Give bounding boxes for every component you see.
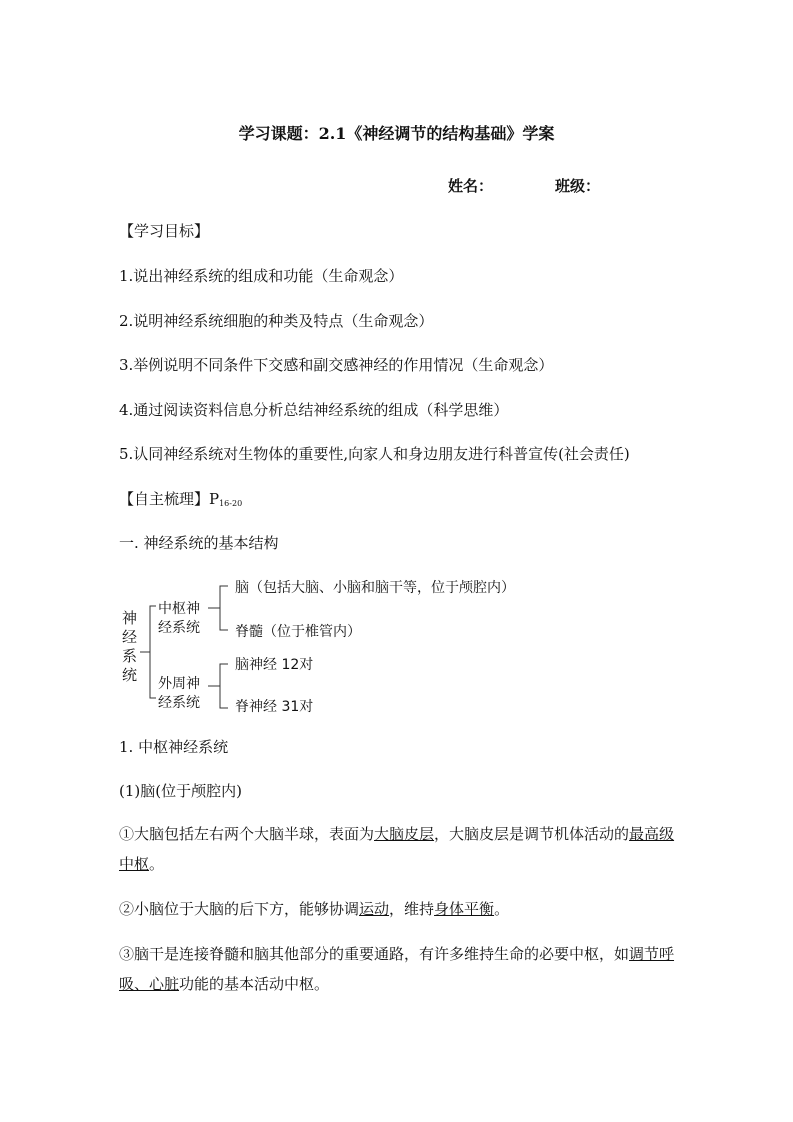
- name-class-line: [448, 175, 600, 196]
- central-brace: [204, 578, 232, 638]
- root-brace: [138, 596, 160, 708]
- objective-item: 5.认同神经系统对生物体的重要性,向家人和身边朋友进行科普宣传(社会责任): [119, 445, 630, 463]
- underlined-term: 身体平衡: [434, 900, 495, 918]
- name-label: 姓名：: [448, 177, 494, 195]
- objective-item: 4.通过阅读资料信息分析总结神经系统的组成（科学思维）: [119, 401, 509, 419]
- review-heading-text: 【自主梳理】P: [119, 490, 220, 508]
- page-title: 学习课题：2.1《神经调节的结构基础》学案: [238, 124, 555, 143]
- objectives-heading: 【学习目标】: [119, 222, 210, 240]
- peripheral-brace: [204, 656, 232, 716]
- page-range: 16-20: [219, 499, 243, 508]
- class-label: 班级：: [555, 177, 601, 195]
- brain-label: 脑（包括大脑、小脑和脑干等，位于颅腔内）: [235, 580, 515, 596]
- paragraph-cerebrum: ①大脑包括左右两个大脑半球，表面为大脑皮层，大脑皮层是调节机体活动的最高级中枢。: [119, 825, 675, 873]
- objective-item: 2.说明神经系统细胞的种类及特点（生命观念）: [119, 312, 434, 330]
- central-label: 中枢神 经系统: [158, 601, 200, 636]
- spinal-nerves-label: 脊神经 31对: [235, 699, 314, 715]
- objective-item: 3.举例说明不同条件下交感和副交感神经的作用情况（生命观念）: [119, 356, 554, 374]
- underlined-term: 运动: [359, 900, 390, 918]
- underlined-term: 最高级中枢: [119, 825, 675, 873]
- root-label: 神经系统: [122, 609, 138, 684]
- cranial-nerves-label: 脑神经 12对: [235, 657, 314, 673]
- cns-heading: 1. 中枢神经系统: [119, 738, 229, 756]
- underlined-term: 大脑皮层: [374, 825, 435, 843]
- paragraph-brainstem: ③脑干是连接脊髓和脑其他部分的重要通路，有许多维持生命的必要中枢，如调节呼吸、心脏功能的基本活动中枢。: [119, 945, 675, 993]
- section-heading: 一. 神经系统的基本结构: [119, 534, 279, 552]
- brain-heading: (1)脑(位于颅腔内): [119, 782, 242, 800]
- peripheral-label: 外周神 经系统: [158, 676, 200, 711]
- review-heading: [119, 488, 242, 509]
- objective-item: 1.说出神经系统的组成和功能（生命观念）: [119, 267, 404, 285]
- paragraph-cerebellum: ②小脑位于大脑的后下方，能够协调运动，维持身体平衡。: [119, 900, 510, 918]
- underlined-term: 调节呼吸、心脏: [119, 945, 675, 993]
- spinal-cord-label: 脊髓（位于椎管内）: [235, 624, 361, 640]
